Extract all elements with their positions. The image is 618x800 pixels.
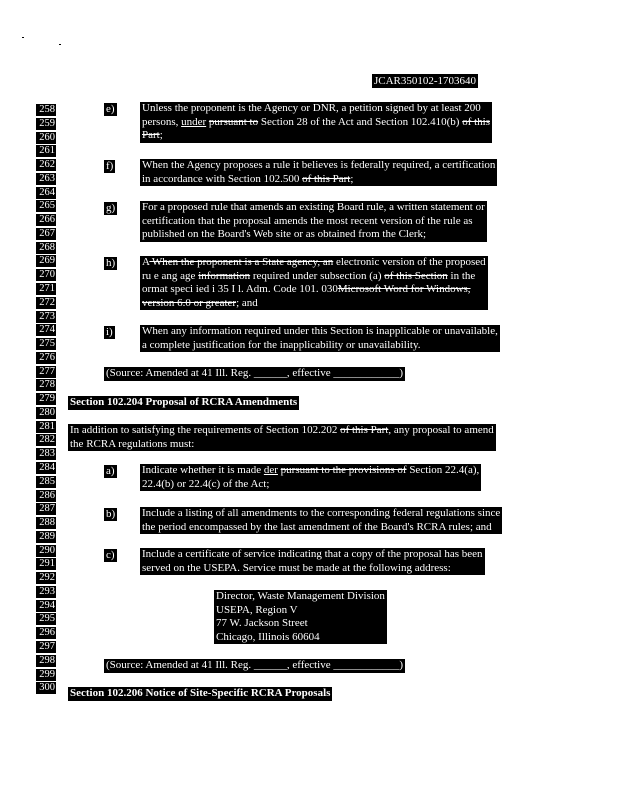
struck-text: version 6.0 or greater bbox=[142, 296, 237, 309]
line-number: 264 bbox=[36, 187, 56, 199]
text-segment: ; and bbox=[236, 296, 258, 309]
text-line bbox=[140, 548, 485, 562]
text-segment: Section 102.206 Notice of Site-Specific RCRA Proposals bbox=[70, 687, 331, 699]
line-number: 297 bbox=[36, 641, 56, 653]
text-segment: Chicago, Illinois 60604 bbox=[216, 630, 320, 643]
text-line bbox=[140, 562, 485, 576]
line-number: 281 bbox=[36, 421, 56, 433]
text-segment: Include a listing of all amendments to the corresponding federal regulations since bbox=[142, 507, 501, 519]
source-note-2 bbox=[104, 659, 405, 673]
section-heading-102-204 bbox=[68, 396, 299, 410]
text-segment: ; bbox=[159, 129, 163, 141]
text-segment: in the bbox=[447, 269, 476, 282]
text-segment: Section 102.204 Proposal of RCRA Amendments bbox=[70, 396, 298, 408]
line-number: 285 bbox=[36, 476, 56, 488]
line-number: 286 bbox=[36, 490, 56, 502]
text-line bbox=[140, 325, 500, 339]
line-number: 278 bbox=[36, 379, 56, 391]
line-number: 270 bbox=[36, 269, 56, 281]
text-line bbox=[214, 617, 387, 631]
item-c-text bbox=[140, 548, 485, 575]
item-marker-h: h) bbox=[106, 257, 116, 269]
line-number: 287 bbox=[36, 503, 56, 515]
text-line bbox=[140, 256, 488, 270]
text-segment: ormat speci ied i 35 I l. Adm. Code 101. 030 bbox=[142, 283, 338, 295]
item-f-text bbox=[140, 159, 497, 186]
text-segment: When any information required under this Section is inapplicable or unavailable, bbox=[142, 325, 498, 337]
struck-text: of this Part bbox=[340, 424, 389, 436]
text-segment: required under subsection (a) bbox=[250, 269, 385, 282]
line-number: 296 bbox=[36, 627, 56, 639]
line-number: 269 bbox=[36, 255, 56, 267]
text-line bbox=[214, 590, 387, 604]
line-number: 268 bbox=[36, 242, 56, 254]
text-segment: the RCRA regulations must: bbox=[70, 437, 195, 450]
text-line bbox=[140, 201, 487, 215]
text-line bbox=[140, 102, 492, 116]
scan-speck bbox=[22, 37, 24, 38]
item-e-text bbox=[140, 102, 492, 143]
text-line bbox=[140, 521, 502, 535]
item-b-text bbox=[140, 507, 502, 534]
item-marker-i: i) bbox=[106, 326, 113, 338]
text-segment: ru e ang age bbox=[142, 269, 199, 282]
line-number: 277 bbox=[36, 366, 56, 378]
line-number: 265 bbox=[36, 200, 56, 212]
line-number: 294 bbox=[36, 600, 56, 612]
text-segment: persons, bbox=[142, 115, 182, 128]
text-line bbox=[214, 604, 387, 618]
text-segment: ; bbox=[350, 172, 354, 185]
text-segment: Section 22.4(a), bbox=[406, 464, 480, 476]
text-line bbox=[140, 270, 488, 284]
text-segment: (Source: Amended at 41 Ill. Reg. ______, effective ____________) bbox=[106, 367, 404, 379]
text-line bbox=[140, 173, 497, 187]
struck-text: pursuant to bbox=[208, 115, 259, 128]
line-number: 272 bbox=[36, 297, 56, 309]
line-number: 280 bbox=[36, 407, 56, 419]
inserted-text: der bbox=[263, 464, 278, 476]
line-number: 262 bbox=[36, 159, 56, 171]
text-line bbox=[214, 631, 387, 645]
item-marker-c: c) bbox=[106, 549, 115, 561]
item-marker-f: f) bbox=[106, 160, 114, 172]
usepa-address bbox=[214, 590, 387, 644]
line-number: 282 bbox=[36, 434, 56, 446]
item-marker-e: e) bbox=[106, 103, 115, 115]
text-line bbox=[104, 367, 405, 381]
line-number: 295 bbox=[36, 613, 56, 625]
text-segment: Indicate whether it is made bbox=[142, 464, 264, 476]
item-g-text bbox=[140, 201, 487, 242]
line-number: 289 bbox=[36, 531, 56, 543]
section-102-204-intro bbox=[68, 424, 496, 451]
text-segment: electronic version of the proposed bbox=[333, 256, 486, 268]
line-number: 260 bbox=[36, 132, 56, 144]
line-number: 293 bbox=[36, 586, 56, 598]
text-segment: certification that the proposal amends the most recent version of the rule as bbox=[142, 214, 473, 227]
text-line bbox=[140, 129, 492, 143]
struck-text: Part bbox=[142, 129, 160, 141]
item-h-text bbox=[140, 256, 488, 310]
text-segment: a complete justification for the inapplicability or unavailability. bbox=[142, 338, 421, 351]
struck-text: Microsoft Word for Windows, bbox=[337, 283, 471, 295]
text-line bbox=[140, 478, 481, 492]
text-segment: Director, Waste Management Division bbox=[216, 590, 385, 602]
struck-text: When the proponent is a State agency, an bbox=[149, 256, 334, 268]
item-marker-b: b) bbox=[106, 508, 116, 520]
line-number: 284 bbox=[36, 462, 56, 474]
struck-text: of this Section bbox=[384, 269, 448, 282]
line-number: 288 bbox=[36, 517, 56, 529]
text-line bbox=[140, 159, 497, 173]
line-number: 279 bbox=[36, 393, 56, 405]
text-segment: served on the USEPA. Service must be made at the following address: bbox=[142, 561, 451, 574]
text-line bbox=[68, 438, 496, 452]
text-line bbox=[68, 424, 496, 438]
text-line bbox=[104, 659, 405, 673]
item-i-text bbox=[140, 325, 500, 352]
text-segment: (Source: Amended at 41 Ill. Reg. ______, effective ____________) bbox=[106, 659, 404, 671]
text-segment: in accordance with Section 102.500 bbox=[142, 172, 303, 185]
text-segment: the period encompassed by the last amendment of the Board's RCRA rules; and bbox=[142, 520, 492, 533]
text-segment: 77 W. Jackson Street bbox=[216, 617, 308, 629]
item-marker-g: g) bbox=[106, 202, 116, 214]
line-number: 259 bbox=[36, 118, 56, 130]
text-line bbox=[140, 116, 492, 130]
struck-text: information bbox=[198, 269, 251, 282]
text-line bbox=[140, 507, 502, 521]
text-segment: When the Agency proposes a rule it believes is federally required, a certification bbox=[142, 159, 496, 171]
line-number: 275 bbox=[36, 338, 56, 350]
struck-text: pursuant to the provisions of bbox=[280, 464, 407, 476]
line-number: 271 bbox=[36, 283, 56, 295]
line-number: 283 bbox=[36, 448, 56, 460]
scan-speck bbox=[59, 44, 61, 45]
text-line bbox=[68, 687, 332, 701]
text-segment: For a proposed rule that amends an existing Board rule, a written statement or bbox=[142, 201, 485, 213]
text-line bbox=[140, 283, 488, 297]
document-code: JCAR350102-1703640 bbox=[374, 75, 477, 87]
line-number: 261 bbox=[36, 145, 56, 157]
text-segment: , any proposal to amend bbox=[388, 424, 494, 436]
inserted-text: under bbox=[181, 115, 207, 128]
line-number: 273 bbox=[36, 311, 56, 323]
line-number: 263 bbox=[36, 173, 56, 185]
text-line bbox=[140, 464, 481, 478]
struck-text: of this Part bbox=[302, 172, 351, 185]
text-segment: published on the Board's Web site or as obtained from the Clerk; bbox=[142, 228, 427, 240]
text-line bbox=[140, 215, 487, 229]
line-number: 267 bbox=[36, 228, 56, 240]
line-number: 292 bbox=[36, 572, 56, 584]
line-number: 258 bbox=[36, 104, 56, 116]
line-number: 298 bbox=[36, 655, 56, 667]
section-heading-102-206 bbox=[68, 687, 332, 701]
text-line bbox=[140, 339, 500, 353]
source-note-1 bbox=[104, 367, 405, 381]
line-number: 274 bbox=[36, 324, 56, 336]
text-line bbox=[140, 228, 487, 242]
line-number: 276 bbox=[36, 352, 56, 364]
text-segment: In addition to satisfying the requirements of Section 102.202 bbox=[70, 424, 341, 436]
text-line bbox=[68, 396, 299, 410]
line-number: 299 bbox=[36, 669, 56, 681]
line-number: 291 bbox=[36, 558, 56, 570]
struck-text: of this bbox=[462, 115, 490, 128]
item-marker-a: a) bbox=[106, 465, 115, 477]
text-line bbox=[140, 297, 488, 311]
line-number: 300 bbox=[36, 682, 56, 694]
text-segment: 22.4(b) or 22.4(c) of the Act; bbox=[142, 477, 270, 490]
text-segment: Include a certificate of service indicating that a copy of the proposal has been bbox=[142, 548, 483, 560]
text-segment: Unless the proponent is the Agency or DNR, a petition signed by at least 200 bbox=[142, 102, 481, 114]
text-segment: USEPA, Region V bbox=[216, 603, 298, 616]
text-segment: Section 28 of the Act and Section 102.410(b) bbox=[258, 115, 463, 128]
text-segment: A bbox=[142, 256, 150, 268]
line-number: 290 bbox=[36, 545, 56, 557]
line-number: 266 bbox=[36, 214, 56, 226]
item-a-text bbox=[140, 464, 481, 491]
